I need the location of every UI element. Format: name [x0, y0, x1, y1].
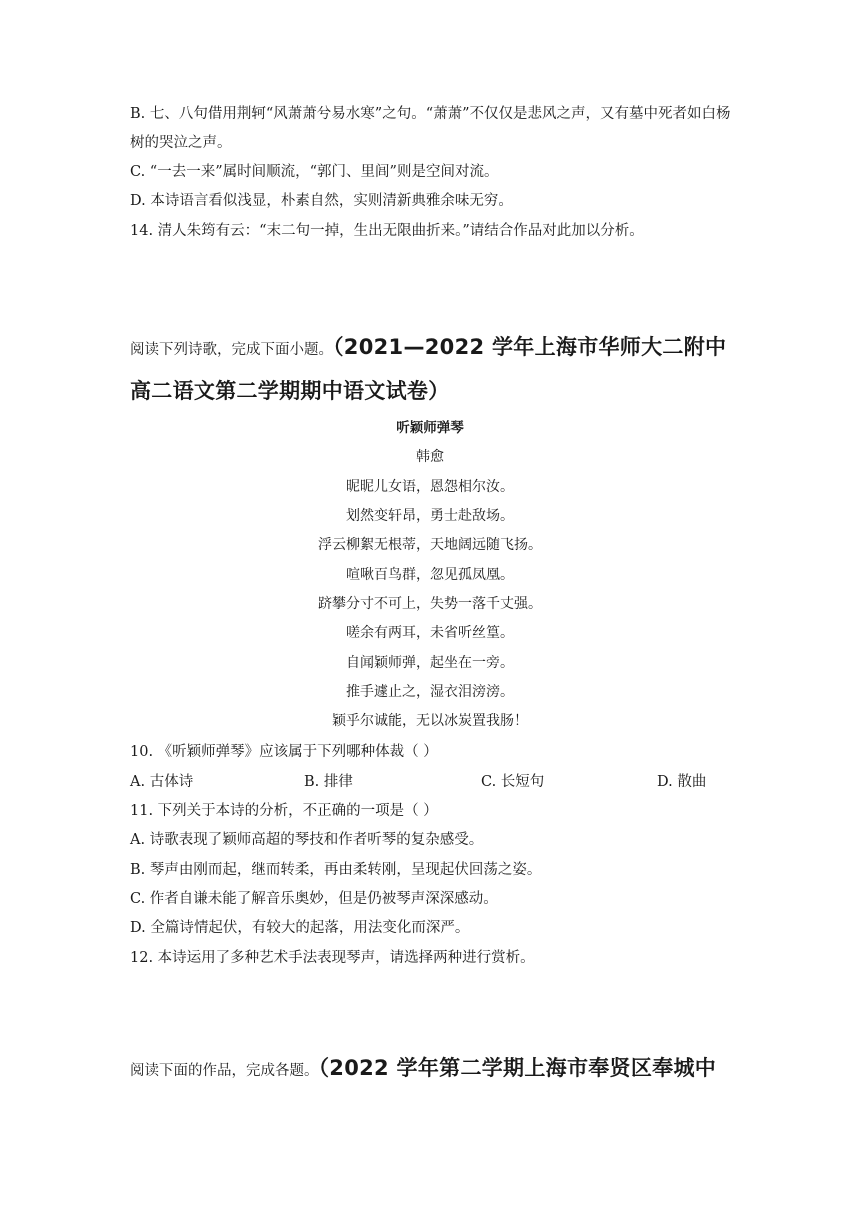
poem-line: 自闻颖师弹，起坐在一旁。: [346, 655, 514, 671]
poem-line: 嗟余有两耳，未省听丝篁。: [346, 625, 514, 641]
poem-line: 喧啾百鸟群，忽见孤凤凰。: [346, 567, 514, 583]
poem-line: 浮云柳絮无根蒂，天地阔远随飞扬。: [318, 537, 542, 553]
section-2-heading-line2: [130, 366, 742, 418]
question-11-option-b: B. 琴声由刚而起，继而转柔，再由柔转刚，呈现起伏回荡之姿。: [130, 862, 542, 878]
option-d-text: D. 本诗语言看似浅显，朴素自然，实则清新典雅余味无穷。: [130, 193, 513, 209]
question-10-stem: 10. 《听颖师弹琴》应该属于下列哪种体裁（ ）: [130, 744, 438, 760]
section-3-source-1: （2022 学年第二学期上海市奉贤区奉城中: [318, 1056, 717, 1080]
question-14: 14. 清人朱筠有云：“末二句一掉，生出无限曲折来。”请结合作品对此加以分析。: [130, 223, 644, 239]
section-2-source-2: 高二语文第二学期期中语文试卷）: [130, 379, 450, 403]
question-10-option-c: C. 长短句: [481, 774, 545, 790]
question-10-option-d: D. 散曲: [657, 774, 707, 790]
question-11-option-a: A. 诗歌表现了颖师高超的琴技和作者听琴的复杂感受。: [130, 832, 484, 848]
option-c-text: C. “一去一来”属时间顺流，“郭门、里闾”则是空间对流。: [130, 164, 499, 180]
question-11-stem: 11. 下列关于本诗的分析，不正确的一项是（ ）: [130, 803, 438, 819]
question-11-option-d: D. 全篇诗情起伏，有较大的起落，用法变化而深严。: [130, 920, 470, 936]
section-2-intro: 阅读下列诗歌，完成下面小题。: [130, 342, 333, 358]
poem-line: 昵昵儿女语，恩怨相尔汝。: [346, 479, 514, 495]
poem-line: 划然变轩昂，勇士赴敌场。: [346, 508, 514, 524]
section-3-heading-line1: [130, 1043, 742, 1096]
section-3-intro: 阅读下面的作品，完成各题。: [130, 1063, 319, 1079]
poem-line: 跻攀分寸不可上，失势一落千丈强。: [318, 596, 542, 612]
question-11-option-c: C. 作者自谦未能了解音乐奥妙，但是仍被琴声深深感动。: [130, 891, 498, 907]
option-b-text: B. 七、八句借用荆轲“风萧萧兮易水寒”之句。“萧萧”不仅仅是悲风之声，又有墓中死者如白杨树的哭泣之声。: [130, 106, 731, 151]
poem-title: 听颖师弹琴: [396, 420, 464, 436]
question-10-option-a: A. 古体诗: [130, 774, 194, 790]
question-10-option-b: B. 排律: [304, 774, 353, 790]
poem-line: 颖乎尔诚能，无以冰炭置我肠！: [332, 713, 528, 729]
section-2-source-1: （2021—2022 学年上海市华师大二附中: [333, 335, 727, 359]
question-12: 12. 本诗运用了多种艺术手法表现琴声，请选择两种进行赏析。: [130, 950, 535, 966]
poem-line: 推手遽止之，湿衣泪滂滂。: [346, 684, 514, 700]
poem-author: 韩愈: [416, 449, 444, 465]
